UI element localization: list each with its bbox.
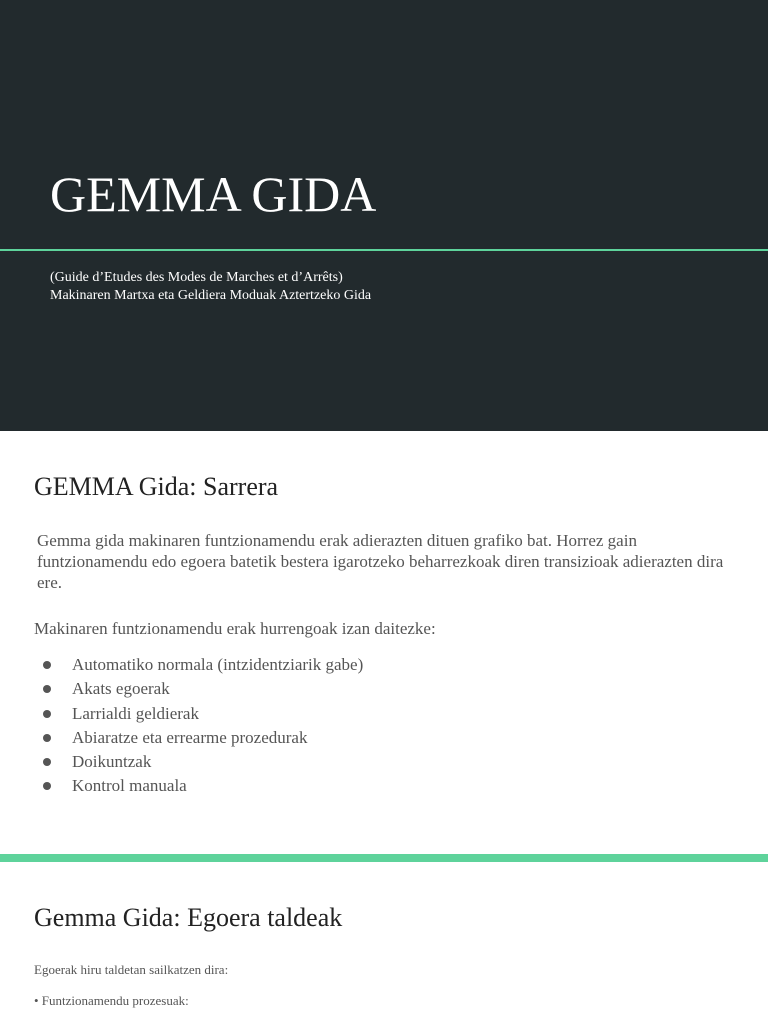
list-item: [40, 703, 363, 727]
list-item-text: Akats egoerak: [72, 679, 170, 699]
groups-first-item: • Funtzionamendu prozesuak:: [34, 993, 189, 1008]
slide-separator-band: [0, 854, 768, 862]
list-item-text: Automatiko normala (intzidentziarik gabe): [72, 655, 364, 674]
list-item: [40, 727, 363, 751]
list-item: [40, 654, 363, 678]
list-item-text: Larrialdi geldierak: [72, 703, 199, 723]
intro-paragraph: Gemma gida makinaren funtzionamendu erak adierazten dituen grafiko bat. Horrez gain funtzionamendu edo egoera batetik bestera igarotzeko beharrezkoak diren transizioak adierazten dira ere.: [37, 531, 724, 592]
list-item-text: Kontrol manuala: [72, 776, 187, 796]
groups-intro-text: Egoerak hiru taldetan sailkatzen dira:: [34, 962, 229, 977]
slide-heading-egoera-taldeak: Gemma Gida: Egoera taldeak: [34, 903, 343, 932]
list-item-text: Abiaratze eta errearme prozedurak: [72, 727, 308, 747]
list-lead-text: Makinaren funtzionamendu erak hurrengoak izan daitezke:: [34, 619, 436, 638]
slide-heading-sarrera: GEMMA Gida: Sarrera: [34, 472, 279, 501]
bullet-dot-icon: [43, 685, 51, 693]
bullet-dot-icon: [43, 782, 51, 790]
slide-introduction: [0, 431, 768, 854]
bullet-dot-icon: [43, 758, 51, 766]
bullet-dot-icon: [43, 734, 51, 742]
bullet-dot-icon: [43, 710, 51, 718]
list-item-text: Doikuntzak: [72, 752, 152, 772]
title-slide: [0, 0, 768, 431]
main-title: GEMMA GIDA: [50, 166, 377, 222]
list-item: [40, 775, 363, 799]
bullet-dot-icon: [43, 661, 51, 669]
subtitle-line-basque: Makinaren Martxa eta Geldiera Moduak Aztertzeko Gida: [50, 288, 372, 303]
title-divider: [0, 249, 768, 251]
slide-state-groups: [0, 862, 768, 1024]
subtitle: [50, 269, 371, 305]
subtitle-line-french: (Guide d’Etudes des Modes de Marches et d’Arrêts): [50, 270, 343, 285]
list-item: [40, 751, 363, 775]
operating-modes-list: [40, 654, 363, 800]
list-item: [40, 678, 363, 702]
